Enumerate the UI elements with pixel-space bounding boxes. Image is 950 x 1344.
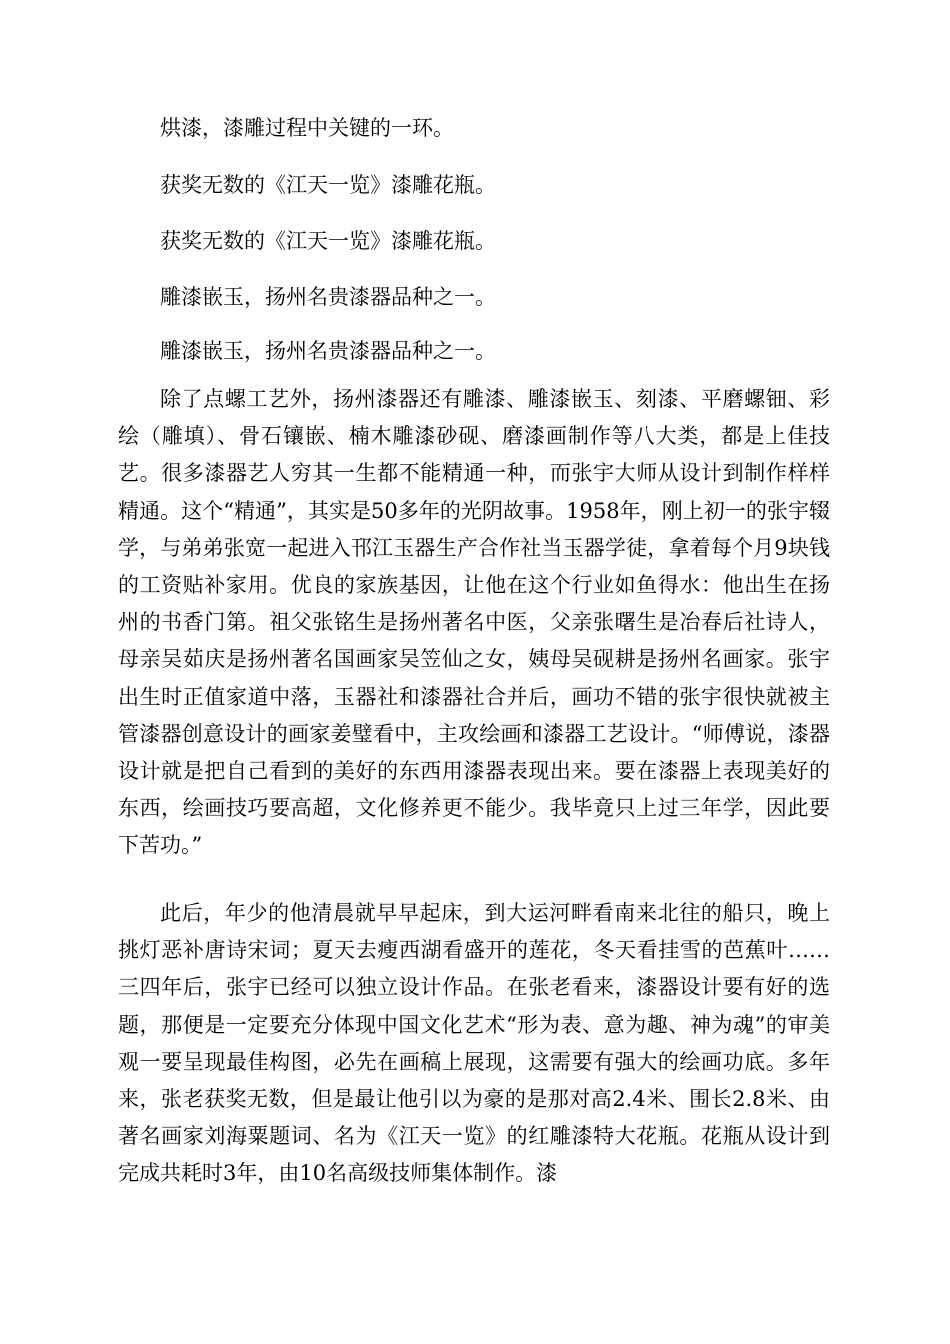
photo-caption: 雕漆嵌玉，扬州名贵漆器品种之一。 (160, 285, 496, 309)
body-paragraph: 除了点螺工艺外，扬州漆器还有雕漆、雕漆嵌玉、刻漆、平磨螺钿、彩绘（雕填）、骨石镶嵌、楠木雕漆砂砚、磨漆画制作等八大类，都是上佳技艺。很多漆器艺人穷其一生都不能精通一种，而张宇大师从设计到制作样样精通。这个“精通”，其实是50多年的光阴故事。1958年，刚上初一的张宇辍学，与弟弟张宽一起进入邗江玉器生产合作社当玉器学徒，拿着每个月9块钱的工资贴补家用。优良的家族基因，让他在这个行业如鱼得水：他出生在扬州的书香门第。祖父张铭生是扬州著名中医，父亲张曙生是冶春后社诗人，母亲吴茹庆是扬州著名国画家吴笠仙之女，姨母吴砚耕是扬州名画家。张宇出生时正值家道中落，玉器社和漆器社合并后，画功不错的张宇很快就被主管漆器创意设计的画家姜璧看中，主攻绘画和漆器工艺设计。“师傅说，漆器设计就是把自己看到的美好的东西用漆器表现出来。要在漆器上表现美好的东西，绘画技巧要高超，文化修养更不能少。我毕竟只上过三年学，因此要下苦功。” (118, 387, 830, 858)
photo-caption: 获奖无数的《江天一览》漆雕花瓶。 (160, 173, 496, 197)
body-paragraph: 此后，年少的他清晨就早早起床，到大运河畔看南来北往的船只，晚上挑灯恶补唐诗宋词；夏天去瘦西湖看盛开的莲花，冬天看挂雪的芭蕉叶……三四年后，张宇已经可以独立设计作品。在张老看来，漆器设计要有好的选题，那便是一定要充分体现中国文化艺术“形为表、意为趣、神为魂”的审美观一要呈现最佳构图，必先在画稿上展现，这需要有强大的绘画功底。多年来，张老获奖无数，但是最让他引以为豪的是那对高2.4米、围长2.8米、由著名画家刘海粟题词、名为《江天一览》的红雕漆特大花瓶。花瓶从设计到完成共耗时3年，由10名高级技师集体制作。漆 (118, 901, 830, 1186)
photo-caption: 烘漆，漆雕过程中关键的一环。 (160, 116, 454, 140)
photo-caption: 雕漆嵌玉，扬州名贵漆器品种之一。 (160, 339, 496, 363)
photo-caption: 获奖无数的《江天一览》漆雕花瓶。 (160, 229, 496, 253)
